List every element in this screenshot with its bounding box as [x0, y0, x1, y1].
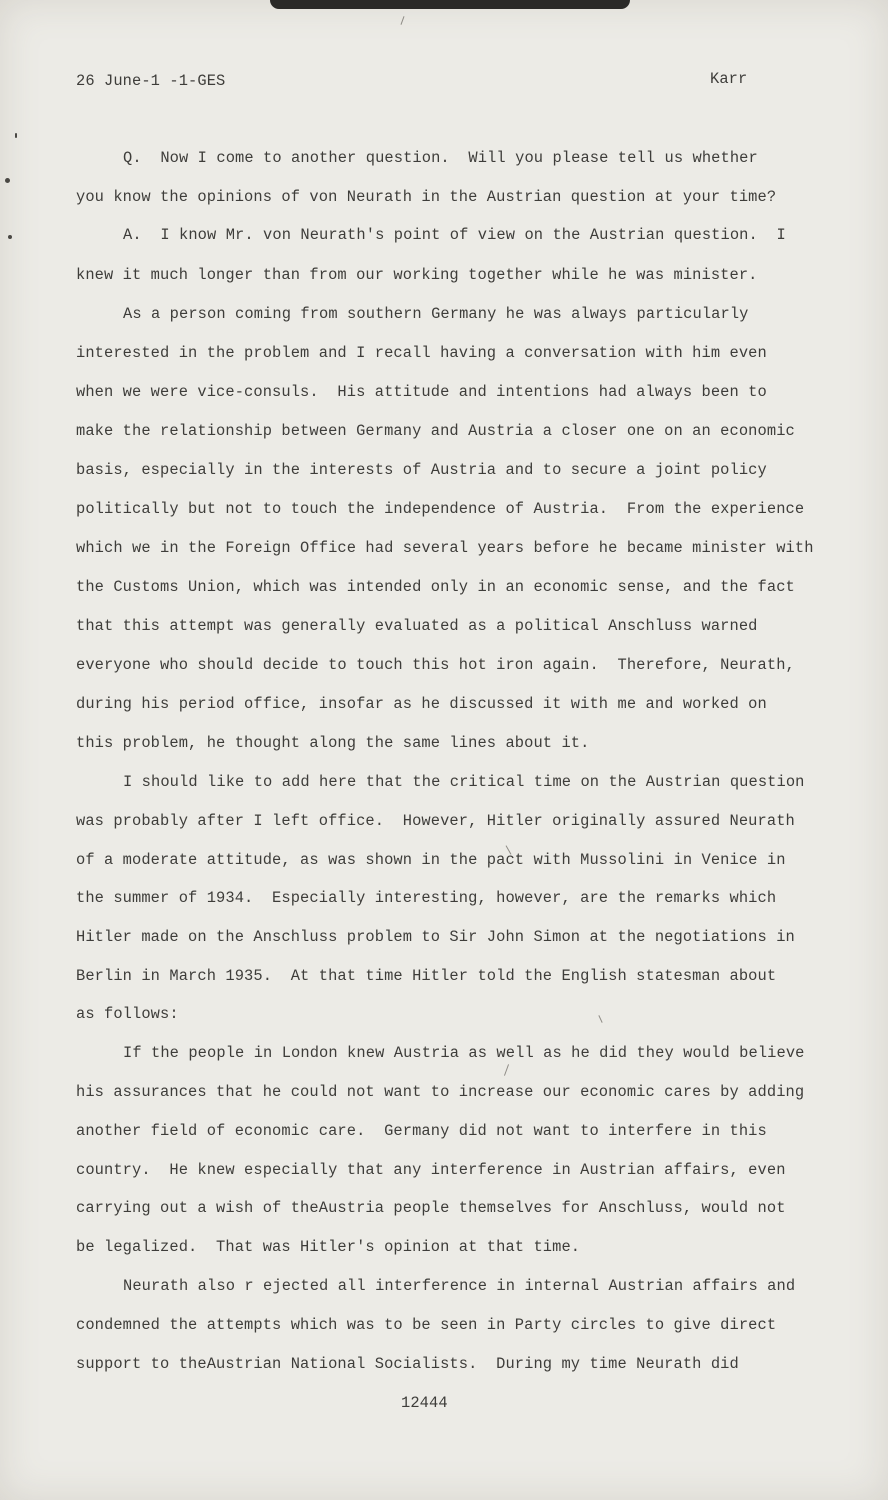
ink-speck [5, 178, 10, 183]
text-line: A. I know Mr. von Neurath's point of view on the Austrian question. I [123, 226, 786, 244]
text-line: make the relationship between Germany and Austria a closer one on an economic [76, 422, 795, 440]
text-line: you know the opinions of von Neurath in the Austrian question at your time? [76, 188, 777, 206]
text-line: carrying out a wish of theAustria people themselves for Anschluss, would not [76, 1199, 786, 1217]
pencil-mark [504, 1064, 509, 1076]
binding-strip [270, 0, 630, 9]
text-line: during his period office, insofar as he discussed it with me and worked on [76, 695, 767, 713]
page-number: 12444 [401, 1394, 448, 1412]
text-line: this problem, he thought along the same lines about it. [76, 734, 590, 752]
text-line: knew it much longer than from our working together while he was minister. [76, 266, 758, 284]
text-line: the Customs Union, which was intended only in an economic sense, and the fact [76, 578, 795, 596]
text-line: was probably after I left office. However, Hitler originally assured Neurath [76, 812, 795, 830]
text-line: that this attempt was generally evaluated as a political Anschluss warned [76, 617, 758, 635]
text-line: Neurath also r ejected all interference in internal Austrian affairs and [123, 1277, 796, 1295]
text-line: support to theAustrian National Socialists. During my time Neurath did [76, 1355, 739, 1373]
text-line: As a person coming from southern Germany he was always particularly [123, 305, 749, 323]
text-line: If the people in London knew Austria as well as he did they would believe [123, 1044, 805, 1062]
text-line: his assurances that he could not want to increase our economic cares by adding [76, 1083, 805, 1101]
pencil-mark [400, 16, 404, 25]
speaker-name: Karr [710, 70, 748, 88]
text-line: condemned the attempts which was to be seen in Party circles to give direct [76, 1316, 777, 1334]
text-line: the summer of 1934. Especially interesting, however, are the remarks which [76, 889, 777, 907]
text-line: Hitler made on the Anschluss problem to Sir John Simon at the negotiations in [76, 928, 795, 946]
text-line: be legalized. That was Hitler's opinion at that time. [76, 1238, 581, 1256]
text-line: politically but not to touch the independence of Austria. From the experience [76, 500, 805, 518]
pencil-mark [598, 1015, 602, 1023]
text-line: I should like to add here that the critical time on the Austrian question [123, 773, 805, 791]
ink-speck [15, 133, 17, 138]
text-line: interested in the problem and I recall having a conversation with him even [76, 344, 767, 362]
document-reference: 26 June-1 -1-GES [76, 72, 226, 90]
text-line: everyone who should decide to touch this hot iron again. Therefore, Neurath, [76, 656, 795, 674]
text-line: country. He knew especially that any interference in Austrian affairs, even [76, 1161, 786, 1179]
text-line: Berlin in March 1935. At that time Hitler told the English statesman about [76, 967, 777, 985]
text-line: of a moderate attitude, as was shown in the pact with Mussolini in Venice in [76, 851, 786, 869]
text-line: basis, especially in the interests of Austria and to secure a joint policy [76, 461, 767, 479]
text-line: when we were vice-consuls. His attitude and intentions had always been to [76, 383, 767, 401]
text-line: another field of economic care. Germany did not want to interfere in this [76, 1122, 767, 1140]
ink-speck [8, 235, 12, 239]
text-line: Q. Now I come to another question. Will you please tell us whether [123, 149, 758, 167]
text-line: which we in the Foreign Office had several years before he became minister with [76, 539, 814, 557]
text-line: as follows: [76, 1005, 179, 1023]
